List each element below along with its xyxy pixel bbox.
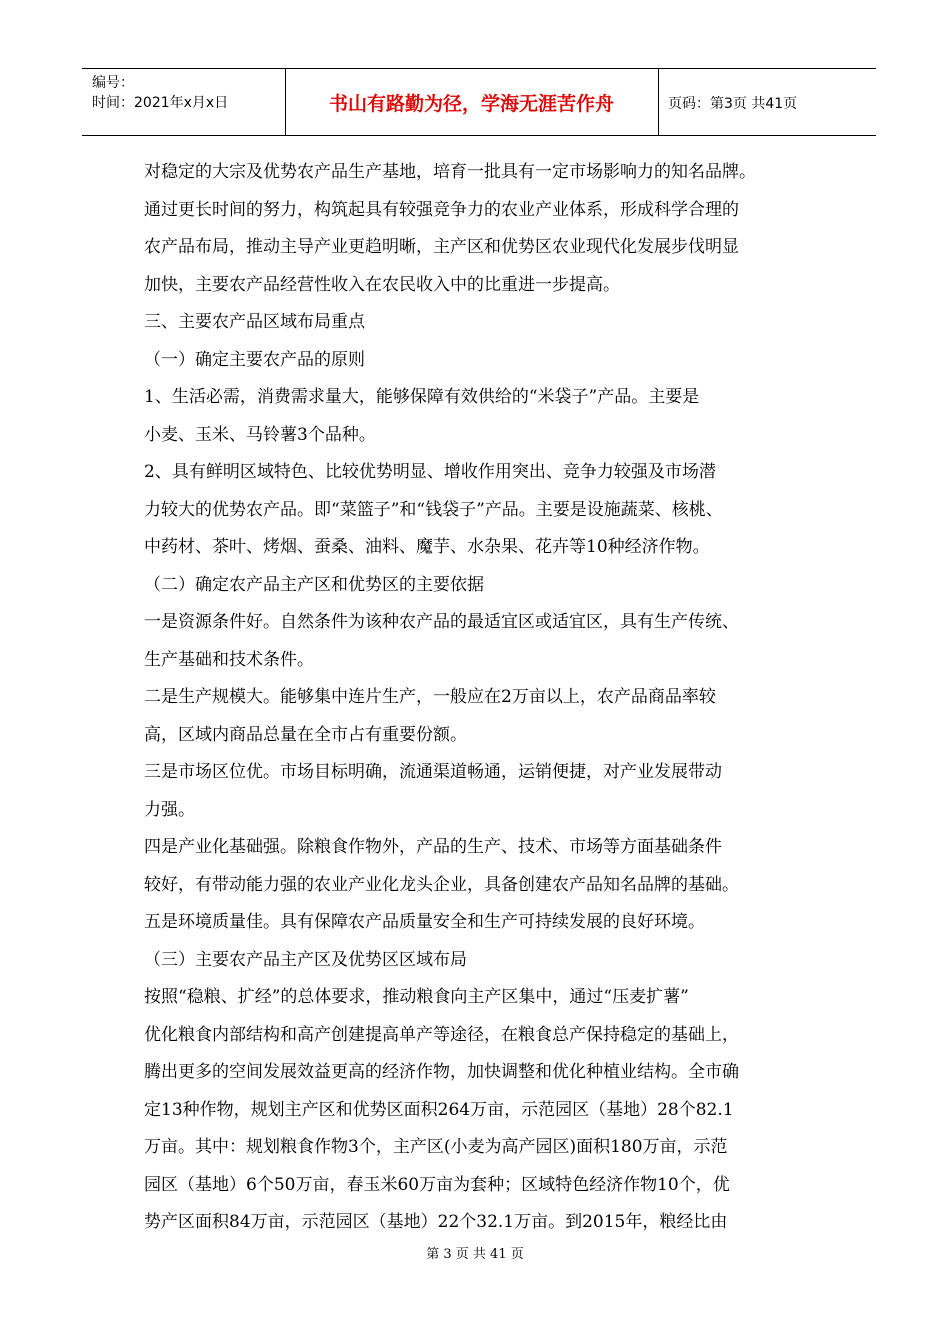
text-line: 三是市场区位优。市场目标明确，流通渠道畅通，运销便捷，对产业发展带动 [144, 762, 722, 782]
text-line: 加快，主要农产品经营性收入在农民收入中的比重进一步提高。 [144, 274, 620, 295]
text-line: 中药材、茶叶、烤烟、蚕桑、油料、魔芋、水杂果、花卉等10种经济作物。 [144, 537, 710, 557]
header-divider-right [658, 69, 659, 135]
text-line: 力较大的优势农产品。即“菜篮子”和“钱袋子”产品。主要是设施蔬菜、核桃、 [144, 499, 723, 520]
text-line: 较好，有带动能力强的农业产业化龙头企业，具备创建农产品知名品牌的基础。 [144, 874, 739, 895]
page-footer: 第 3 页 共 41 页 [426, 1247, 524, 1262]
text-line: 万亩。其中：规划粮食作物3个，主产区(小麦为高产园区)面积180万亩，示范 [144, 1137, 728, 1157]
text-line: 1、生活必需，消费需求量大，能够保障有效供给的“米袋子”产品。主要是 [144, 387, 700, 407]
text-line: 农产品布局，推动主导产业更趋明晰，主产区和优势区农业现代化发展步伐明显 [144, 237, 739, 257]
text-line: 按照“稳粮、扩经”的总体要求，推动粮食向主产区集中，通过“压麦扩薯” [144, 987, 689, 1007]
text-line: 四是产业化基础强。除粮食作物外，产品的生产、技术、市场等方面基础条件 [144, 837, 722, 857]
text-line: （一）确定主要农产品的原则 [144, 349, 365, 370]
text-line: 势产区面积84万亩，示范园区（基地）22个32.1万亩。到2015年，粮经比由 [144, 1212, 728, 1232]
text-line: 三、主要农产品区域布局重点 [144, 312, 365, 332]
text-line: 力强。 [144, 799, 195, 820]
page-header [82, 68, 876, 136]
text-line: 二是生产规模大。能够集中连片生产，一般应在2万亩以上，农产品商品率较 [144, 687, 716, 707]
text-line: 2、具有鲜明区域特色、比较优势明显、增收作用突出、竞争力较强及市场潜 [144, 462, 716, 482]
text-line: 园区（基地）6个50万亩，春玉米60万亩为套种；区域特色经济作物10个，优 [144, 1174, 730, 1195]
text-line: 一是资源条件好。自然条件为该种农产品的最适宜区或适宜区，具有生产传统、 [144, 612, 739, 632]
text-line: 小麦、玉米、马铃薯3个品种。 [144, 424, 376, 445]
header-motto: 书山有路勤为径，学海无涯苦作舟 [328, 93, 614, 115]
text-line: 定13种作物，规划主产区和优势区面积264万亩，示范园区（基地）28个82.1 [144, 1099, 734, 1120]
text-line: 五是环境质量佳。具有保障农产品质量安全和生产可持续发展的良好环境。 [144, 912, 705, 932]
text-line: 通过更长时间的努力，构筑起具有较强竞争力的农业产业体系，形成科学合理的 [144, 199, 739, 220]
document-time-label: 时间：2021年x月x日 [92, 95, 229, 111]
header-page-number: 页码：第3页 共41页 [668, 96, 798, 112]
text-line: 优化粮食内部结构和高产创建提高单产等途径，在粮食总产保持稳定的基础上， [144, 1024, 739, 1045]
header-meta [92, 73, 228, 113]
text-line: 腾出更多的空间发展效益更高的经济作物，加快调整和优化种植业结构。全市确 [144, 1062, 739, 1082]
text-line: （二）确定农产品主产区和优势区的主要依据 [144, 574, 484, 595]
text-line: 高，区域内商品总量在全市占有重要份额。 [144, 724, 467, 745]
document-body [144, 154, 824, 1242]
document-number-label: 编号： [92, 75, 134, 91]
text-line: （三）主要农产品主产区及优势区区域布局 [144, 949, 467, 970]
text-line: 对稳定的大宗及优势农产品生产基地，培育一批具有一定市场影响力的知名品牌。 [144, 162, 756, 182]
text-line: 生产基础和技术条件。 [144, 649, 314, 670]
